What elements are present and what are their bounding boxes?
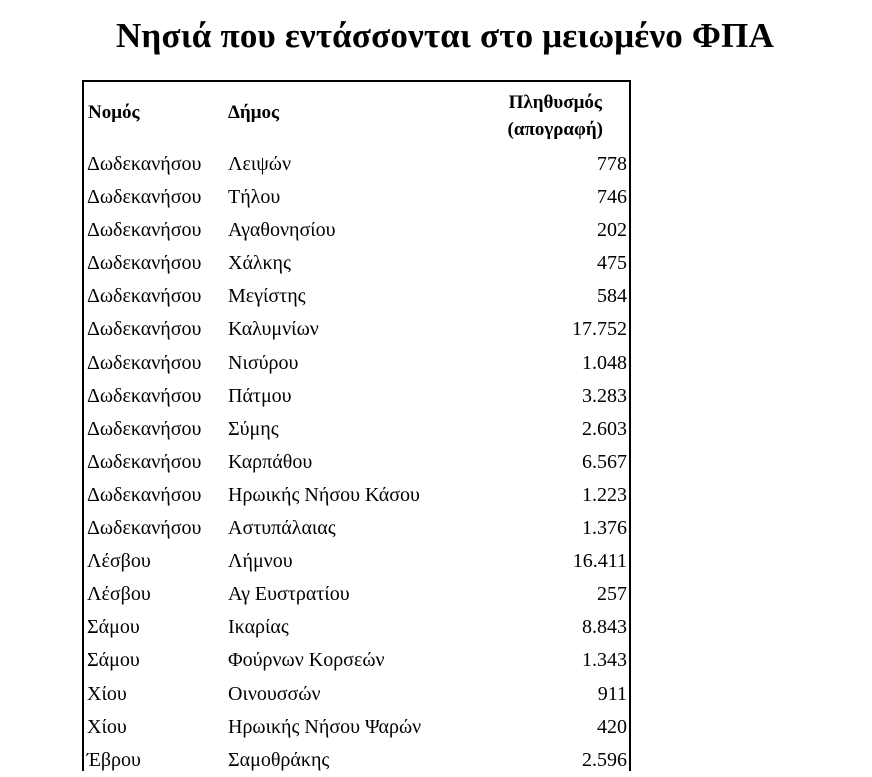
cell-nomos: Δωδεκανήσου: [87, 417, 202, 440]
table-row: [84, 148, 629, 181]
cell-population: 2.596: [582, 748, 627, 771]
table-row: [84, 711, 629, 744]
cell-population: 16.411: [572, 550, 627, 573]
cell-dimos: Ικαρίας: [228, 616, 289, 639]
cell-population: 257: [597, 583, 627, 606]
cell-dimos: Ηρωικής Νήσου Κάσου: [228, 483, 420, 506]
table-row: [84, 512, 629, 545]
cell-nomos: Δωδεκανήσου: [87, 517, 202, 540]
cell-nomos: Σάμου: [87, 616, 140, 639]
cell-population: 584: [597, 285, 627, 308]
cell-dimos: Ηρωικής Νήσου Ψαρών: [228, 715, 422, 738]
cell-population: 778: [597, 153, 627, 175]
cell-dimos: Λήμνου: [228, 550, 293, 573]
cell-population: 475: [597, 252, 627, 275]
cell-dimos: Τήλου: [228, 186, 281, 209]
table-row: [84, 413, 629, 446]
cell-nomos: Λέσβου: [87, 583, 151, 606]
cell-dimos: Αστυπάλαιας: [228, 517, 336, 540]
table-row: [84, 313, 629, 346]
cell-nomos: Έβρου: [87, 748, 141, 771]
table-row: [84, 678, 629, 711]
cell-nomos: Σάμου: [87, 649, 140, 672]
cell-dimos: Καλυμνίων: [228, 318, 319, 341]
cell-dimos: Λειψών: [228, 153, 292, 175]
cell-dimos: Πάτμου: [228, 384, 292, 407]
cell-dimos: Χάλκης: [228, 252, 291, 275]
header-dimos: Δήμος: [228, 102, 279, 123]
islands-table: [82, 80, 631, 771]
cell-population: 6.567: [582, 450, 627, 473]
cell-nomos: Χίου: [87, 715, 127, 738]
cell-population: 746: [597, 186, 627, 209]
cell-population: 3.283: [582, 384, 627, 407]
cell-population: 1.223: [582, 483, 627, 506]
cell-population: 2.603: [582, 417, 627, 440]
table-row: [84, 479, 629, 512]
cell-dimos: Νισύρου: [228, 351, 299, 374]
cell-population: 202: [597, 219, 627, 242]
table-row: [84, 280, 629, 313]
table-header: [84, 82, 629, 148]
cell-population: 8.843: [582, 616, 627, 639]
cell-nomos: Δωδεκανήσου: [87, 351, 202, 374]
table-row: [84, 578, 629, 611]
table-row: [84, 247, 629, 280]
header-population-line1: Πληθυσμός: [508, 92, 602, 113]
table-row: [84, 611, 629, 644]
cell-population: 1.376: [582, 517, 627, 540]
header-population: [508, 89, 603, 143]
cell-nomos: Δωδεκανήσου: [87, 252, 202, 275]
cell-nomos: Δωδεκανήσου: [87, 318, 202, 341]
table-row: [84, 446, 629, 479]
cell-dimos: Σαμοθράκης: [228, 748, 330, 771]
cell-nomos: Δωδεκανήσου: [87, 153, 202, 175]
cell-nomos: Χίου: [87, 682, 127, 705]
table-row: [84, 181, 629, 214]
table-row: [84, 214, 629, 247]
table-row: [84, 380, 629, 413]
cell-nomos: Δωδεκανήσου: [87, 483, 202, 506]
cell-nomos: Δωδεκανήσου: [87, 219, 202, 242]
cell-nomos: Δωδεκανήσου: [87, 285, 202, 308]
cell-dimos: Σύμης: [228, 417, 279, 440]
table-body: [84, 148, 629, 777]
cell-dimos: Αγαθονησίου: [228, 219, 336, 242]
cell-dimos: Οινουσσών: [228, 682, 321, 705]
cell-nomos: Δωδεκανήσου: [87, 384, 202, 407]
table-row: [84, 644, 629, 677]
cell-nomos: Δωδεκανήσου: [87, 450, 202, 473]
page-title: Νησιά που εντάσσονται στο μειωμένο ΦΠΑ: [115, 16, 775, 55]
table-row: [84, 744, 629, 777]
cell-population: 1.343: [582, 649, 627, 672]
cell-nomos: Δωδεκανήσου: [87, 186, 202, 209]
cell-dimos: Φούρνων Κορσεών: [228, 649, 385, 672]
cell-dimos: Αγ Ευστρατίου: [228, 583, 350, 606]
header-population-line2: (απογραφή): [507, 119, 603, 140]
cell-population: 911: [597, 682, 627, 705]
cell-population: 1.048: [582, 351, 627, 374]
cell-population: 17.752: [572, 318, 627, 341]
table-row: [84, 347, 629, 380]
header-nomos: Νομός: [88, 102, 140, 123]
cell-population: 420: [597, 715, 627, 738]
cell-dimos: Καρπάθου: [228, 450, 313, 473]
cell-dimos: Μεγίστης: [228, 285, 306, 308]
table-row: [84, 545, 629, 578]
cell-nomos: Λέσβου: [87, 550, 151, 573]
